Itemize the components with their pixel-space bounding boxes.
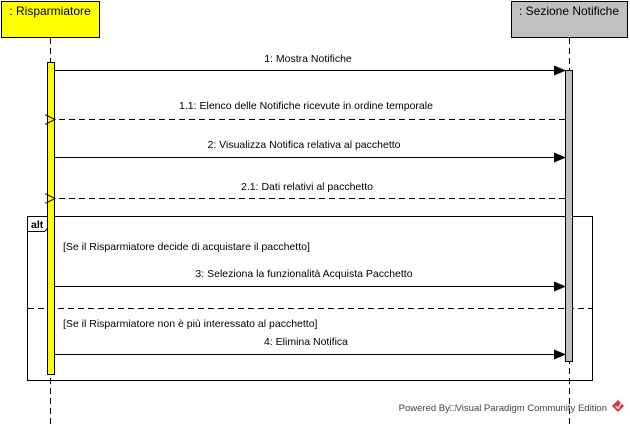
powered-by-footer bbox=[399, 400, 624, 414]
message-1-1[interactable] bbox=[55, 100, 565, 120]
alt-fragment[interactable] bbox=[28, 217, 593, 381]
activation-bar-sezione-notifiche[interactable] bbox=[566, 71, 573, 362]
message-3-label: 3: Seleziona la funzionalità Acquista Pacchetto bbox=[195, 268, 413, 280]
message-2-1[interactable] bbox=[55, 181, 565, 199]
alt-guard-1: [Se il Risparmiatore decide di acquistare il pacchetto] bbox=[63, 241, 310, 253]
message-1-label: 1: Mostra Notifiche bbox=[264, 53, 352, 65]
activation-bar-risparmiatore[interactable] bbox=[48, 63, 55, 375]
message-2[interactable] bbox=[55, 139, 565, 158]
lifeline-risparmiatore-title: : Risparmiatore bbox=[9, 4, 91, 18]
visual-paradigm-logo-icon bbox=[612, 400, 624, 412]
message-3[interactable] bbox=[55, 268, 565, 287]
message-1[interactable] bbox=[55, 53, 565, 71]
powered-by-text: Powered By□Visual Paradigm Community Edition bbox=[398, 403, 607, 414]
lifeline-sezione-notifiche-title: : Sezione Notifiche bbox=[518, 4, 620, 18]
message-1-1-label: 1.1: Elenco delle Notifiche ricevute in ordine temporale bbox=[179, 100, 433, 112]
alt-guard-2: [Se il Risparmiatore non è più interessato al pacchetto] bbox=[63, 318, 318, 330]
message-2-label: 2: Visualizza Notifica relativa al pacchetto bbox=[207, 139, 401, 151]
message-2-1-label: 2.1: Dati relativi al pacchetto bbox=[241, 181, 373, 193]
message-4-label: 4: Elimina Notifica bbox=[263, 336, 349, 348]
message-4[interactable] bbox=[55, 336, 565, 355]
alt-operator-label: alt bbox=[31, 219, 44, 231]
